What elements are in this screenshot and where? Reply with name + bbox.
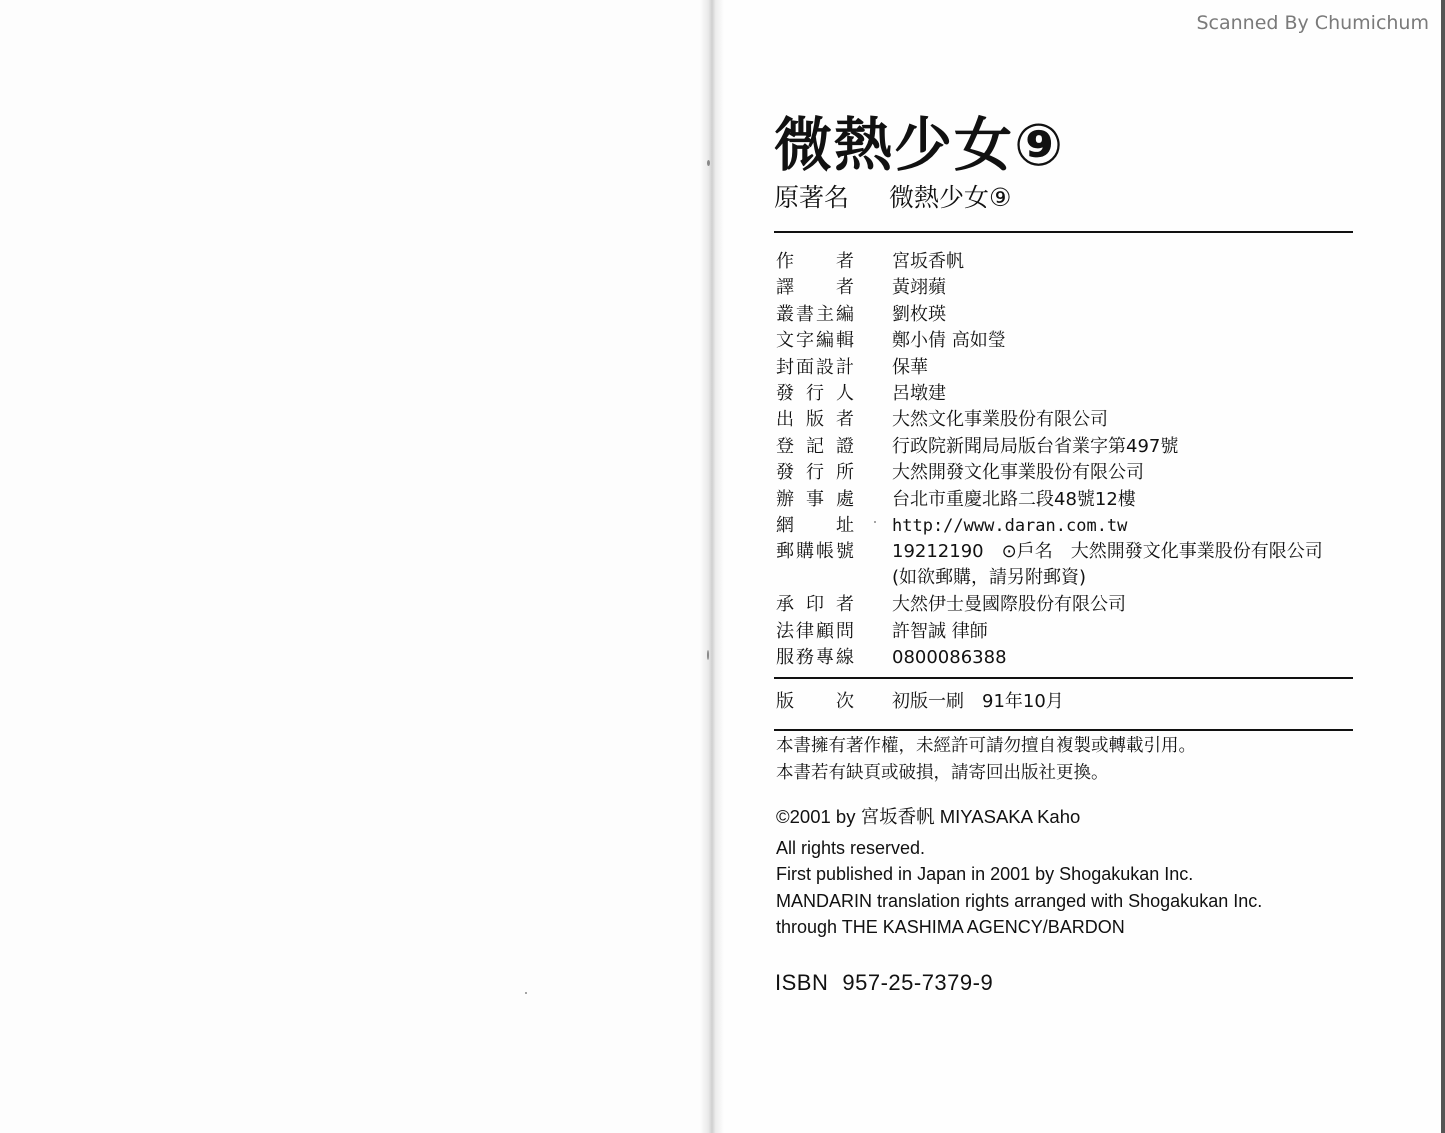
original-title-value: 微熱少女⑨ — [888, 183, 1012, 212]
credit-row-text-editor — [776, 328, 1376, 354]
copyright-line: MANDARIN translation rights arranged with Shogakukan Inc. — [776, 890, 1263, 911]
copyright-line: First published in Japan in 2001 by Shogakukan Inc. — [776, 864, 1194, 884]
edition-label: 版 次 — [776, 691, 854, 712]
credit-label: 網 址 — [776, 514, 854, 536]
credit-row-website — [776, 513, 1376, 539]
notice-line: 本書若有缺頁或破損，請寄回出版社更換。 — [776, 763, 1109, 783]
credits-list — [776, 249, 1376, 671]
credit-value: 宮坂香帆 — [892, 251, 964, 272]
credit-value: 黃翊蘋 — [892, 277, 946, 299]
credit-row-registration — [776, 434, 1376, 460]
scan-credit: Scanned By Chumichum — [1196, 12, 1429, 34]
divider-rule — [774, 729, 1353, 731]
edition-value: 初版一刷 91年10月 — [892, 691, 1064, 712]
credit-value: 保華 — [892, 356, 928, 378]
left-page-blank — [0, 0, 708, 1133]
original-title-label: 原著名 — [774, 183, 850, 212]
credit-row-office — [776, 487, 1376, 513]
original-title — [774, 178, 1011, 214]
credit-label: 法律顧問 — [776, 620, 854, 642]
credit-value: 劉枚瑛 — [892, 303, 946, 325]
credit-row-publisher-person — [776, 381, 1376, 407]
scan-speck — [707, 160, 710, 166]
credit-label: 辦事處 — [776, 488, 854, 510]
credit-label: 文字編輯 — [776, 330, 854, 352]
mail-order-account: 19212190 ⊙戶名 大然開發文化事業股份有限公司 — [892, 541, 1323, 563]
credit-row-translator — [776, 275, 1376, 301]
credit-value: 鄭小倩 高如瑩 — [892, 330, 1006, 352]
credit-label: 譯 者 — [776, 277, 854, 299]
credit-label: 服務專線 — [776, 647, 854, 669]
credit-row-author — [776, 249, 1376, 275]
copyright-notices — [776, 733, 1196, 787]
copyright-line: through THE KASHIMA AGENCY/BARDON — [776, 917, 1125, 937]
credit-row-legal-advisor — [776, 619, 1376, 645]
credit-value: 大然開發文化事業股份有限公司 — [892, 462, 1144, 484]
credit-value: 台北市重慶北路二段48號12樓 — [892, 488, 1136, 510]
isbn-label: ISBN — [775, 970, 829, 995]
credit-row-printer — [776, 592, 1376, 618]
credit-label: 作 者 — [776, 251, 854, 272]
copyright-line: ©2001 by 宮坂香帆 MIYASAKA Kaho — [776, 806, 1081, 827]
credit-row-service-line — [776, 645, 1376, 671]
credit-label: 發行人 — [776, 382, 854, 404]
credit-value: 大然伊士曼國際股份有限公司 — [892, 594, 1126, 616]
credit-label: 承印者 — [776, 594, 854, 616]
credit-label: 叢書主編 — [776, 303, 854, 325]
isbn — [775, 970, 993, 996]
page-edge — [1441, 0, 1445, 1133]
notice-line: 本書擁有著作權，未經許可請勿擅自複製或轉載引用。 — [776, 736, 1196, 756]
credit-value: 許智誠 律師 — [892, 620, 988, 642]
credit-label: 發行所 — [776, 462, 854, 484]
website-url: http://www.daran.com.tw — [892, 515, 1128, 536]
credit-row-distributor — [776, 460, 1376, 486]
edition-row — [776, 689, 1064, 715]
book-title: 微熱少女⑨ — [774, 111, 1066, 179]
credit-row-publisher — [776, 407, 1376, 433]
scan-speck — [707, 650, 709, 660]
credit-row-mail-order — [776, 539, 1376, 592]
copyright-block — [776, 804, 1262, 941]
credit-row-series-editor — [776, 302, 1376, 328]
credit-value — [892, 539, 1376, 592]
divider-rule — [774, 677, 1353, 679]
credit-value: 大然文化事業股份有限公司 — [892, 409, 1108, 431]
divider-rule — [774, 231, 1353, 233]
scan-speck — [525, 992, 527, 994]
credit-label: 登記證 — [776, 435, 854, 457]
book-gutter — [700, 0, 724, 1133]
isbn-value: 957-25-7379-9 — [842, 970, 994, 995]
copyright-line: All rights reserved. — [776, 837, 926, 858]
credit-label: 出版者 — [776, 409, 854, 431]
credit-row-cover-design — [776, 355, 1376, 381]
credit-value: 行政院新聞局局版台省業字第497號 — [892, 435, 1179, 457]
credit-value: 0800086388 — [892, 647, 1007, 669]
credit-value: 呂墩建 — [892, 382, 946, 404]
credit-label: 封面設計 — [776, 356, 854, 378]
credit-label: 郵購帳號 — [776, 541, 854, 563]
mail-order-note: (如欲郵購，請另附郵資) — [892, 567, 1087, 589]
